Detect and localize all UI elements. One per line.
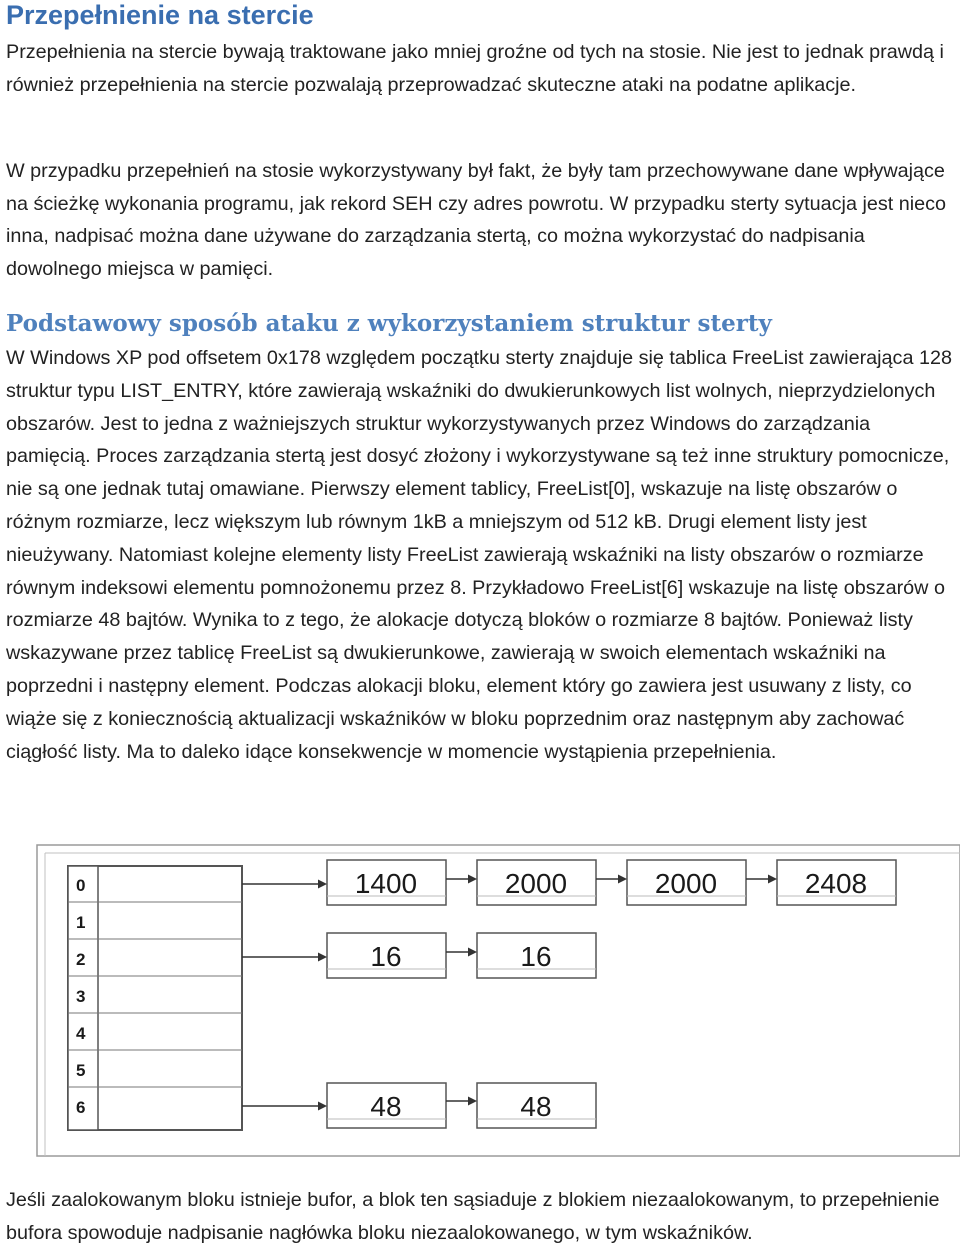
freelist-array xyxy=(68,866,242,1130)
block-size-label: 2408 xyxy=(804,868,868,899)
index-label: 4 xyxy=(76,1024,86,1043)
block-size-label: 2000 xyxy=(504,868,568,899)
heading-basic-attack: Podstawowy sposób ataku z wykorzystaniem struktur sterty xyxy=(6,310,772,337)
block-size-label: 1400 xyxy=(354,868,418,899)
index-label: 1 xyxy=(76,913,86,932)
index-label: 2 xyxy=(76,950,86,969)
row2-list xyxy=(242,933,596,978)
index-label: 0 xyxy=(76,876,86,895)
index-label: 3 xyxy=(76,987,86,1006)
block-size-label: 16 xyxy=(370,941,402,972)
block-size-label: 48 xyxy=(370,1091,402,1122)
paragraph-buffer-overflow: Jeśli zaalokowanym bloku istnieje bufor, a blok ten sąsiaduje z blokiem niezaalokowanym, to przepełnienie bufora spowoduje nadpisanie nagłówka bloku niezaalokowanego, w tym wskaźników. xyxy=(6,1189,940,1244)
block-size-label: 16 xyxy=(520,941,552,972)
paragraph-stack-vs-heap: W przypadku przepełnień na stosie wykorzystywany był fakt, że były tam przechowywane dane wpływające na ścieżkę wykonania programu, jak rekord SEH czy adres powrotu. W przypadku sterty sytuacja jest nieco inna, nadpisać można dane używane do zarządzania stertą, co można wykorzystać do nadpisania dowolnego miejsca w pamięci. xyxy=(6,160,947,280)
paragraph-freelist: W Windows XP pod offsetem 0x178 względem początku sterty znajduje się tablica FreeList zawierająca 128 struktur typu LIST_ENTRY, które zawierają wskaźniki do dwukierunkowych list wolnych, nieprzydzielonych obszarów. Jest to jedna z ważniejszych struktur wykorzystywanych przez Windows do zarządzania pamięcią. Proces zarządzania stertą jest dosyć złożony i wykorzystywane są też inne struktury pomocnicze, nie są one jednak tutaj omawiane. Pierwszy element tablicy, FreeList[0], wskazuje na listę obszarów o różnym rozmiarze, lecz większym lub równym 1kB a mniejszym od 512 kB. Drugi element listy jest nieużywany. Natomiast kolejne elementy listy FreeList zawierają wskaźniki na listy obszarów o rozmiarze równym indeksowi elementu pomnożonemu przez 8. Przykładowo FreeList[6] wskazuje na listę obszarów o rozmiarze 48 bajtów. Wynika to z tego, że alokacje dotyczą bloków o rozmiarze 8 bajtów. Ponieważ listy wskazywane przez tablicę FreeList są dwukierunkowe, zawierają w swoich elementach wskaźniki na poprzedni i następny element. Podczas alokacji bloku, element który go zawiera jest usuwany z listy, co wiąże się z koniecznością aktualizacji wskaźników w bloku poprzednim oraz następnym aby zachować ciągłość listy. Ma to daleko idące konsekwencje w momencie wystąpienia przepełnienia. xyxy=(6,347,952,763)
row0-list xyxy=(242,860,896,905)
block-size-label: 48 xyxy=(520,1091,552,1122)
row6-list xyxy=(242,1083,596,1128)
block-size-label: 2000 xyxy=(654,868,718,899)
index-label: 5 xyxy=(76,1061,86,1080)
index-label: 6 xyxy=(76,1098,86,1117)
paragraph-intro: Przepełnienia na stercie bywają traktowane jako mniej groźne od tych na stosie. Nie jest to jednak prawdą i również przepełnienia na stercie pozwalają przeprowadzać skuteczne ataki na podatne aplikacje. xyxy=(6,41,944,96)
heading-heap-overflow: Przepełnienie na stercie xyxy=(6,0,314,30)
